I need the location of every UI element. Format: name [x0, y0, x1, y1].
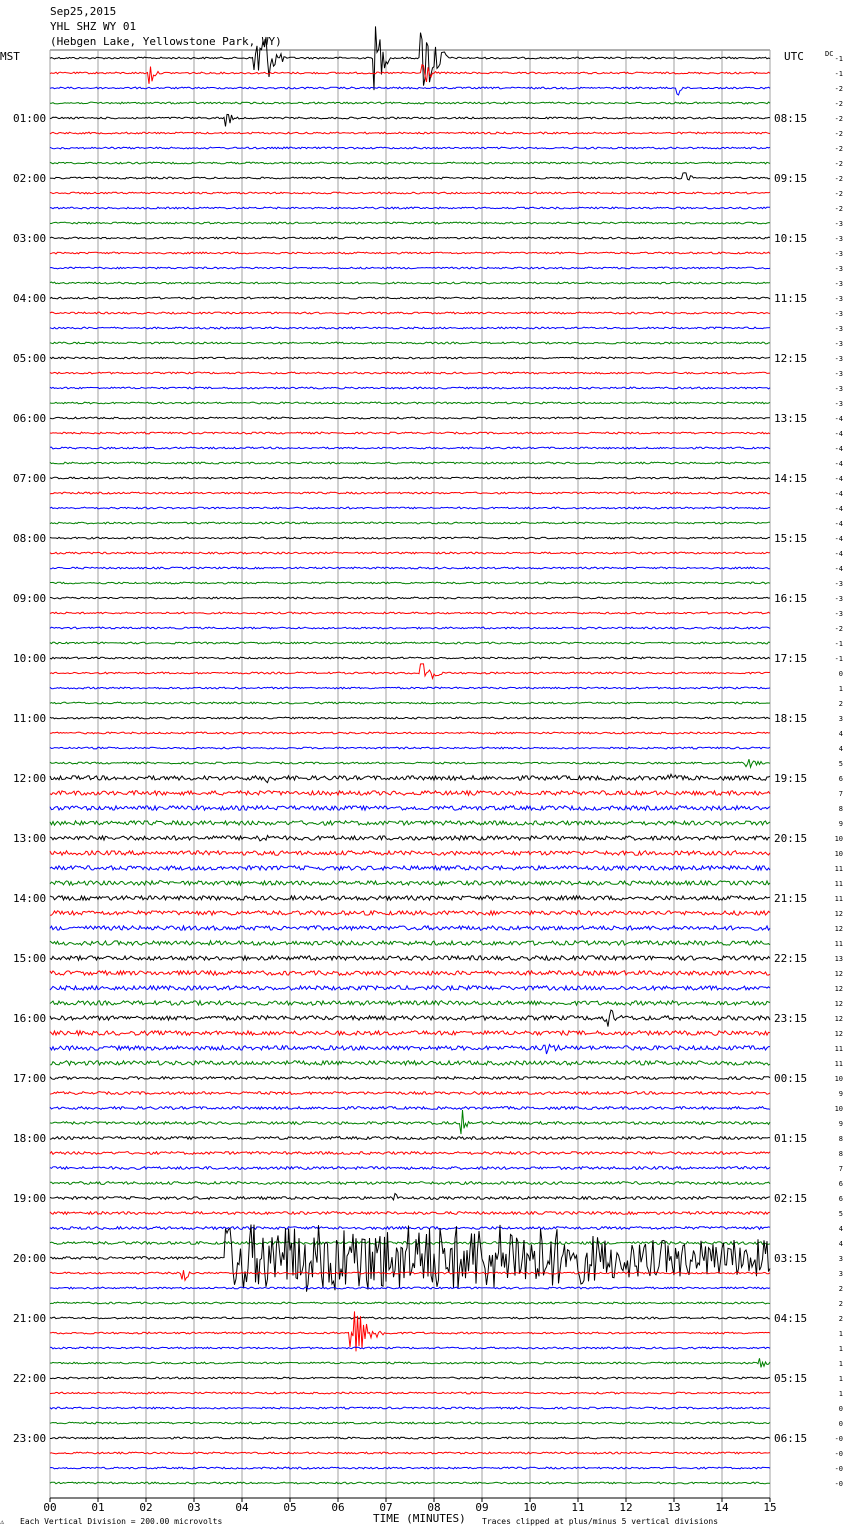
dc-offset-label: -3 [834, 610, 843, 618]
seismic-trace [50, 664, 770, 679]
right-hour-label: 18:15 [774, 712, 808, 725]
dc-offset-label: -3 [834, 340, 843, 348]
x-tick-label: 08 [427, 1501, 441, 1514]
dc-offset-label: -4 [834, 505, 843, 513]
dc-offset-label: 10 [834, 1075, 843, 1083]
dc-offset-label: -3 [834, 355, 843, 363]
dc-offset-label: -4 [834, 565, 843, 573]
seismic-trace [50, 357, 770, 359]
header-date: Sep25,2015 [50, 5, 117, 18]
dc-offset-label: -4 [834, 550, 843, 558]
right-hour-label: 01:15 [774, 1132, 808, 1145]
x-tick-label: 09 [475, 1501, 489, 1514]
seismic-trace [50, 207, 770, 209]
seismic-trace [50, 282, 770, 284]
dc-offset-label: 13 [834, 955, 843, 963]
seismic-trace [50, 537, 770, 539]
dc-offset-label: 2 [838, 700, 843, 708]
right-hour-label: 16:15 [774, 592, 808, 605]
seismic-trace [50, 1377, 770, 1379]
seismic-trace [50, 717, 770, 719]
seismic-trace [50, 759, 770, 767]
dc-offset-label: -1 [834, 655, 843, 663]
x-axis-title: TIME (MINUTES) [373, 1512, 466, 1525]
header-location: (Hebgen Lake, Yellowstone Park, WY) [50, 35, 282, 48]
dc-offset-label: 5 [838, 760, 843, 768]
seismic-trace [50, 387, 770, 389]
left-hour-label: 08:00 [13, 532, 47, 545]
dc-offset-label: 11 [834, 880, 843, 888]
dc-offset-label: 9 [838, 1120, 843, 1128]
x-tick-label: 14 [715, 1501, 729, 1514]
dc-offset-label: 0 [838, 1405, 843, 1413]
left-hour-label: 11:00 [13, 712, 47, 725]
right-hour-label: 05:15 [774, 1372, 808, 1385]
seismic-trace [50, 1311, 770, 1351]
seismic-trace [50, 1287, 770, 1289]
seismic-trace [50, 1092, 770, 1095]
dc-offset-label: 5 [838, 1210, 843, 1218]
dc-offset-label: -2 [834, 145, 843, 153]
dc-offset-label: 8 [838, 805, 843, 813]
dc-offset-label: 4 [838, 745, 843, 753]
seismic-trace [50, 567, 770, 569]
dc-offset-label: -3 [834, 400, 843, 408]
left-hour-label: 17:00 [13, 1072, 47, 1085]
right-hour-label: 22:15 [774, 952, 808, 965]
seismic-trace [50, 687, 770, 689]
dc-offset-label: -0 [834, 1480, 843, 1488]
left-hour-label: 23:00 [13, 1432, 47, 1445]
dc-offset-label: -3 [834, 385, 843, 393]
left-hour-label: 12:00 [13, 772, 47, 785]
left-hour-label: 16:00 [13, 1012, 47, 1025]
seismic-trace [50, 1031, 770, 1035]
seismic-trace [50, 941, 770, 945]
dc-offset-label: -3 [834, 580, 843, 588]
seismic-trace [50, 1152, 770, 1155]
x-tick-label: 04 [235, 1501, 249, 1514]
dc-offset-label: -3 [834, 235, 843, 243]
seismic-trace [50, 1194, 770, 1200]
seismic-trace [50, 911, 770, 915]
seismic-trace [50, 1001, 770, 1005]
seismic-trace [50, 1227, 770, 1230]
seismic-trace [50, 1407, 770, 1409]
seismic-trace [50, 1482, 770, 1484]
seismic-trace [50, 114, 770, 126]
seismic-trace [50, 552, 770, 554]
trace-group [50, 26, 770, 1484]
dc-offset-label: -2 [834, 205, 843, 213]
dc-offset-label: 11 [834, 895, 843, 903]
seismic-trace [50, 1422, 770, 1424]
x-tick-label: 13 [667, 1501, 681, 1514]
dc-offset-label: 11 [834, 1060, 843, 1068]
dc-offset-label: -4 [834, 475, 843, 483]
scale-note: Each Vertical Division = 200.00 microvolts [20, 1517, 223, 1526]
dc-offset-label: -3 [834, 265, 843, 273]
seismic-trace [50, 774, 770, 782]
dc-offset-label: 9 [838, 820, 843, 828]
dc-offset-label: 0 [838, 670, 843, 678]
left-hour-label: 03:00 [13, 232, 47, 245]
dc-offset-label: -4 [834, 430, 843, 438]
dc-offset-label: 3 [838, 715, 843, 723]
seismic-trace [50, 327, 770, 329]
seismic-trace [50, 132, 770, 134]
right-hour-label: 00:15 [774, 1072, 808, 1085]
right-hour-label: 19:15 [774, 772, 808, 785]
left-hour-label: 04:00 [13, 292, 47, 305]
seismic-trace [50, 162, 770, 164]
seismic-trace [50, 402, 770, 404]
left-hour-label: 22:00 [13, 1372, 47, 1385]
seismic-trace [50, 806, 770, 810]
right-hour-label: 21:15 [774, 892, 808, 905]
seismic-trace [50, 1077, 770, 1080]
x-tick-label: 11 [571, 1501, 585, 1514]
dc-offset-label: -2 [834, 160, 843, 168]
dc-offset-label: -3 [834, 250, 843, 258]
dc-offset-label: 7 [838, 790, 843, 798]
right-hour-label: 11:15 [774, 292, 808, 305]
seismic-trace [50, 821, 770, 825]
left-hour-label: 13:00 [13, 832, 47, 845]
dc-offset-label: -4 [834, 535, 843, 543]
clip-note: Traces clipped at plus/minus 5 vertical divisions [482, 1517, 719, 1526]
seismic-trace [50, 1137, 770, 1140]
left-hour-label: 15:00 [13, 952, 47, 965]
seismic-trace [50, 702, 770, 704]
seismic-trace [50, 835, 770, 841]
seismic-trace [50, 1392, 770, 1394]
dc-offset-label: -4 [834, 415, 843, 423]
seismic-trace [50, 267, 770, 269]
seismic-trace [50, 65, 770, 84]
left-hour-label: 06:00 [13, 412, 47, 425]
dc-offset-label: 8 [838, 1150, 843, 1158]
seismic-trace [50, 1347, 770, 1349]
seismic-trace [50, 986, 770, 990]
seismic-trace [50, 477, 770, 479]
dc-offset-label: -2 [834, 85, 843, 93]
right-hour-label: 23:15 [774, 1012, 808, 1025]
x-tick-label: 03 [187, 1501, 201, 1514]
seismic-trace [50, 1061, 770, 1065]
seismic-trace [50, 627, 770, 629]
seismic-trace [50, 1467, 770, 1469]
seismic-trace [50, 642, 770, 644]
right-hour-label: 15:15 [774, 532, 808, 545]
dc-offset-label: -3 [834, 280, 843, 288]
dc-offset-label: -3 [834, 295, 843, 303]
dc-offset-label: 2 [838, 1300, 843, 1308]
dc-offset-label: 1 [838, 685, 843, 693]
header-station: YHL SHZ WY 01 [50, 20, 137, 33]
seismic-trace [50, 1045, 770, 1055]
dc-offset-label: 6 [838, 1180, 843, 1188]
dc-offset-label: -4 [834, 490, 843, 498]
left-hour-label: 05:00 [13, 352, 47, 365]
right-hour-label: 10:15 [774, 232, 808, 245]
seismic-trace [50, 1010, 770, 1027]
seismic-trace [50, 342, 770, 344]
seismic-trace [50, 192, 770, 194]
seismic-trace [50, 1437, 770, 1439]
seismic-trace [50, 87, 770, 95]
dc-offset-label: 10 [834, 835, 843, 843]
seismic-trace [50, 971, 770, 975]
seismic-trace [50, 297, 770, 299]
dc-offset-label: -3 [834, 220, 843, 228]
left-hour-label: 18:00 [13, 1132, 47, 1145]
left-hour-label: 10:00 [13, 652, 47, 665]
left-hour-label: 01:00 [13, 112, 47, 125]
seismic-trace [50, 222, 770, 224]
right-hour-label: 17:15 [774, 652, 808, 665]
seismic-trace [50, 102, 770, 104]
dc-offset-label: -3 [834, 370, 843, 378]
dc-offset-label: 12 [834, 1015, 843, 1023]
dc-offset-label: -3 [834, 310, 843, 318]
seismic-trace [50, 1317, 770, 1319]
seismic-trace [50, 432, 770, 434]
dc-offset-label: -3 [834, 325, 843, 333]
seismic-trace [50, 462, 770, 464]
dc-offset-label: 0 [838, 1420, 843, 1428]
right-hour-label: 06:15 [774, 1432, 808, 1445]
dc-offset-label: -0 [834, 1435, 843, 1443]
seismic-trace [50, 896, 770, 900]
x-tick-label: 10 [523, 1501, 537, 1514]
left-hour-label: 19:00 [13, 1192, 47, 1205]
right-hour-label: 14:15 [774, 472, 808, 485]
x-tick-label: 06 [331, 1501, 345, 1514]
dc-offset-label: 12 [834, 925, 843, 933]
dc-offset-label: -2 [834, 175, 843, 183]
right-hour-label: 08:15 [774, 112, 808, 125]
dc-offset-label: 11 [834, 865, 843, 873]
dc-offset-label: -3 [834, 595, 843, 603]
dc-offset-label: 12 [834, 985, 843, 993]
left-hour-label: 07:00 [13, 472, 47, 485]
right-hour-label: 12:15 [774, 352, 808, 365]
dc-offset-label: -1 [834, 70, 843, 78]
dc-offset-label: -2 [834, 190, 843, 198]
label-group [13, 55, 843, 1514]
seismic-trace [50, 252, 770, 254]
dc-offset-label: 6 [838, 775, 843, 783]
left-hour-label: 09:00 [13, 592, 47, 605]
dc-offset-label: 4 [838, 1225, 843, 1233]
right-hour-label: 09:15 [774, 172, 808, 185]
dc-offset-label: 8 [838, 1135, 843, 1143]
seismic-trace [50, 312, 770, 314]
dc-offset-label: 12 [834, 970, 843, 978]
dc-offset-label: 10 [834, 850, 843, 858]
dc-offset-label: 2 [838, 1285, 843, 1293]
x-tick-label: 05 [283, 1501, 297, 1514]
dc-offset-label: -1 [834, 640, 843, 648]
right-hour-label: 20:15 [774, 832, 808, 845]
seismic-trace [50, 881, 770, 885]
seismic-trace [50, 597, 770, 599]
seismic-trace [50, 612, 770, 614]
right-timezone-label: UTC [784, 50, 804, 63]
dc-offset-label: -2 [834, 130, 843, 138]
dc-offset-label: -4 [834, 520, 843, 528]
dc-offset-label: 12 [834, 1030, 843, 1038]
dc-offset-label: 4 [838, 730, 843, 738]
x-tick-label: 15 [763, 1501, 777, 1514]
dc-offset-label: 11 [834, 1045, 843, 1053]
dc-offset-label: 9 [838, 1090, 843, 1098]
seismic-trace [50, 1182, 770, 1185]
seismic-trace [50, 447, 770, 449]
seismic-trace [50, 791, 770, 795]
seismic-trace [50, 372, 770, 374]
seismic-trace [50, 1358, 770, 1367]
seismic-trace [50, 926, 770, 930]
seismic-trace [50, 732, 770, 734]
seismic-trace [50, 1167, 770, 1170]
x-tick-label: 07 [379, 1501, 393, 1514]
left-hour-label: 21:00 [13, 1312, 47, 1325]
right-hour-label: 13:15 [774, 412, 808, 425]
left-hour-label: 20:00 [13, 1252, 47, 1265]
dc-offset-label: -2 [834, 115, 843, 123]
dc-offset-label: 3 [838, 1255, 843, 1263]
left-hour-label: 14:00 [13, 892, 47, 905]
seismic-trace [50, 1212, 770, 1215]
seismic-trace [50, 747, 770, 749]
seismic-trace [50, 657, 770, 659]
dc-offset-label: 7 [838, 1165, 843, 1173]
right-hour-label: 03:15 [774, 1252, 808, 1265]
warning-icon: ⚠ [0, 1518, 5, 1526]
seismic-trace [50, 1225, 770, 1292]
dc-offset-label: 1 [838, 1330, 843, 1338]
dc-offset-label: -1 [834, 55, 843, 63]
dc-offset-label: -2 [834, 625, 843, 633]
dc-offset-label: -0 [834, 1465, 843, 1473]
dc-header-label: DC [825, 50, 834, 58]
dc-offset-label: 4 [838, 1240, 843, 1248]
dc-offset-label: -2 [834, 100, 843, 108]
seismic-trace [50, 956, 770, 960]
seismic-trace [50, 866, 770, 870]
dc-offset-label: 1 [838, 1345, 843, 1353]
dc-offset-label: 1 [838, 1360, 843, 1368]
seismic-trace [50, 417, 770, 419]
dc-offset-label: 11 [834, 940, 843, 948]
right-hour-label: 04:15 [774, 1312, 808, 1325]
dc-offset-label: 1 [838, 1390, 843, 1398]
seismic-trace [50, 492, 770, 494]
seismic-trace [50, 1452, 770, 1454]
x-tick-label: 00 [43, 1501, 57, 1514]
dc-offset-label: 2 [838, 1315, 843, 1323]
dc-offset-label: 10 [834, 1105, 843, 1113]
seismic-trace [50, 1110, 770, 1134]
left-timezone-label: MST [0, 50, 20, 63]
x-tick-label: 02 [139, 1501, 153, 1514]
left-hour-label: 02:00 [13, 172, 47, 185]
seismic-trace [50, 1107, 770, 1110]
dc-offset-label: 3 [838, 1270, 843, 1278]
x-tick-label: 01 [91, 1501, 105, 1514]
seismic-trace [50, 522, 770, 524]
seismic-trace [50, 237, 770, 239]
seismic-trace [50, 1302, 770, 1304]
x-tick-label: 12 [619, 1501, 633, 1514]
seismic-trace [50, 851, 770, 855]
dc-offset-label: 12 [834, 910, 843, 918]
seismic-trace [50, 147, 770, 149]
seismic-trace [50, 582, 770, 584]
right-hour-label: 02:15 [774, 1192, 808, 1205]
dc-offset-label: 6 [838, 1195, 843, 1203]
dc-offset-label: 12 [834, 1000, 843, 1008]
dc-offset-label: -4 [834, 445, 843, 453]
dc-offset-label: -0 [834, 1450, 843, 1458]
dc-offset-label: 1 [838, 1375, 843, 1383]
dc-offset-label: -4 [834, 460, 843, 468]
seismic-trace [50, 173, 770, 180]
seismic-trace [50, 507, 770, 509]
